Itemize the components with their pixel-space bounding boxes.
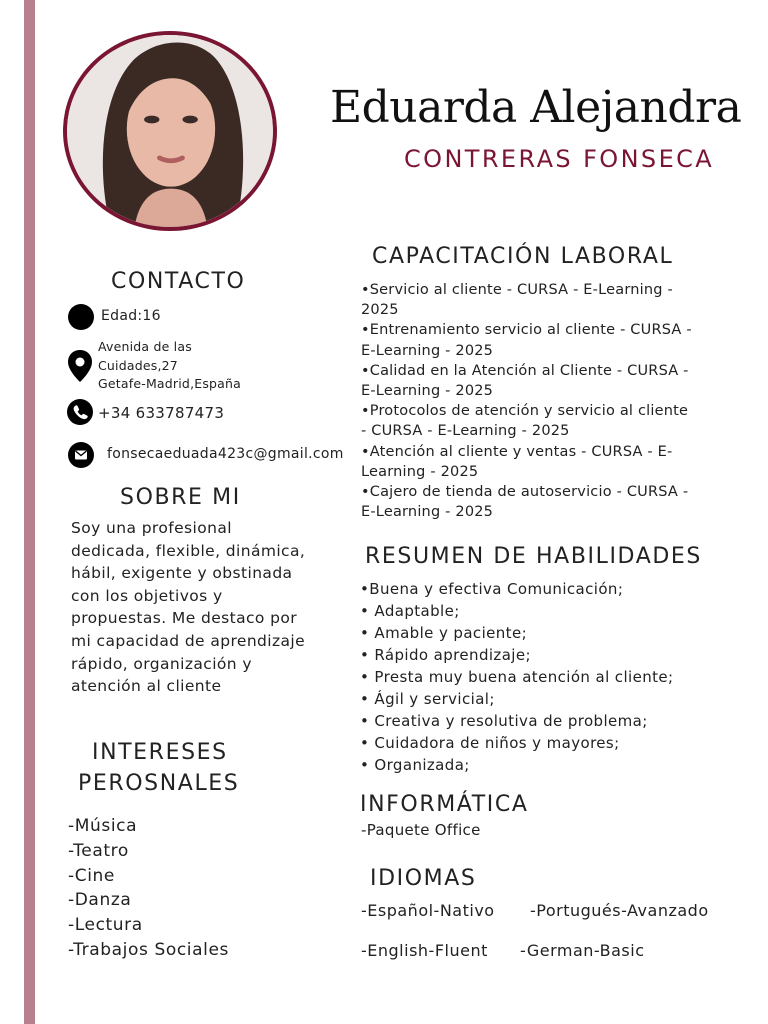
contact-heading: CONTACTO: [111, 269, 246, 294]
last-names: CONTRERAS FONSECA: [404, 145, 715, 173]
interest-item: -Danza: [68, 890, 132, 911]
training-list: [361, 280, 692, 522]
training-line: •Servicio al cliente - CURSA - E-Learning -: [361, 282, 673, 298]
interest-item: -Cine: [68, 865, 115, 886]
training-line: E-Learning - 2025: [361, 383, 494, 400]
training-line: Learning - 2025: [361, 463, 479, 480]
skills-heading: RESUMEN DE HABILIDADES: [365, 544, 702, 569]
profile-photo: [63, 31, 277, 231]
about-line: atención al cliente: [71, 677, 222, 696]
interest-item: -Lectura: [68, 915, 143, 936]
portrait-image: [67, 35, 273, 227]
language-item: -German-Basic: [520, 941, 645, 960]
location-pin-icon: [68, 350, 92, 382]
skill-item: • Creativa y resolutiva de problema;: [360, 712, 648, 730]
phone-icon: [67, 399, 93, 425]
about-heading: SOBRE MI: [120, 485, 241, 510]
language-item: -Español-Nativo: [361, 901, 495, 920]
side-accent-bar: [24, 0, 35, 1024]
skill-item: • Ágil y servicial;: [360, 690, 495, 708]
training-line: •Protocolos de atención y servicio al cliente: [361, 403, 689, 420]
about-line: dedicada, flexible, dinámica,: [71, 541, 306, 560]
skills-list: [360, 578, 674, 776]
phone-number: +34 633787473: [98, 404, 225, 422]
address-line: Getafe-Madrid,España: [98, 376, 242, 391]
interest-item: -Trabajos Sociales: [68, 939, 229, 960]
language-item: -Portugués-Avanzado: [530, 901, 709, 920]
language-item: -English-Fluent: [361, 941, 488, 960]
about-text: [71, 517, 331, 698]
skill-item: • Cuidadora de niños y mayores;: [360, 734, 620, 752]
training-line: - CURSA - E-Learning - 2025: [361, 423, 570, 440]
skill-item: • Organizada;: [360, 756, 470, 774]
about-line: propuestas. Me destaco por: [71, 609, 298, 628]
training-line: •Atención al cliente y ventas - CURSA - E-: [361, 443, 673, 460]
about-line: Soy una profesional: [71, 519, 232, 537]
skill-item: • Adaptable;: [360, 602, 460, 620]
training-line: E-Learning - 2025: [361, 342, 494, 359]
training-line: 2025: [361, 302, 399, 319]
skill-item: • Amable y paciente;: [360, 624, 528, 642]
first-names: Eduarda Alejandra: [330, 82, 742, 133]
address-line: Cuidades,27: [98, 357, 178, 373]
interests-heading-line2: PEROSNALES: [78, 771, 240, 796]
interests-heading-line1: INTERESES: [92, 740, 228, 765]
address-line: Avenida de las: [98, 339, 192, 354]
skill-item: • Presta muy buena atención al cliente;: [360, 668, 674, 686]
training-line: E-Learning - 2025: [361, 504, 494, 521]
training-heading: CAPACITACIÓN LABORAL: [372, 244, 674, 269]
age-text: Edad:16: [101, 308, 161, 324]
address-text: [98, 338, 241, 394]
email-address: fonsecaeduada423c@gmail.com: [107, 446, 344, 462]
skill-item: • Rápido aprendizaje;: [360, 646, 531, 664]
about-line: hábil, exigente y obstinada: [71, 564, 293, 583]
training-line: •Calidad en la Atención al Cliente - CURSA -: [361, 362, 689, 379]
training-line: •Cajero de tienda de autoservicio - CURSA -: [361, 484, 689, 501]
it-item: -Paquete Office: [361, 821, 481, 839]
email-icon: [68, 442, 94, 468]
about-line: rápido, organización y: [71, 654, 252, 673]
interests-list: [68, 814, 229, 963]
about-line: con los objetivos y: [71, 586, 223, 605]
interest-item: -Teatro: [68, 840, 129, 861]
skill-item: •Buena y efectiva Comunicación;: [360, 580, 624, 598]
interest-item: -Música: [68, 816, 138, 836]
age-icon: [68, 304, 94, 330]
it-heading: INFORMÁTICA: [360, 792, 529, 817]
languages-heading: IDIOMAS: [370, 866, 477, 891]
training-line: •Entrenamiento servicio al cliente - CURSA -: [361, 322, 692, 339]
about-line: mi capacidad de aprendizaje: [71, 631, 306, 650]
